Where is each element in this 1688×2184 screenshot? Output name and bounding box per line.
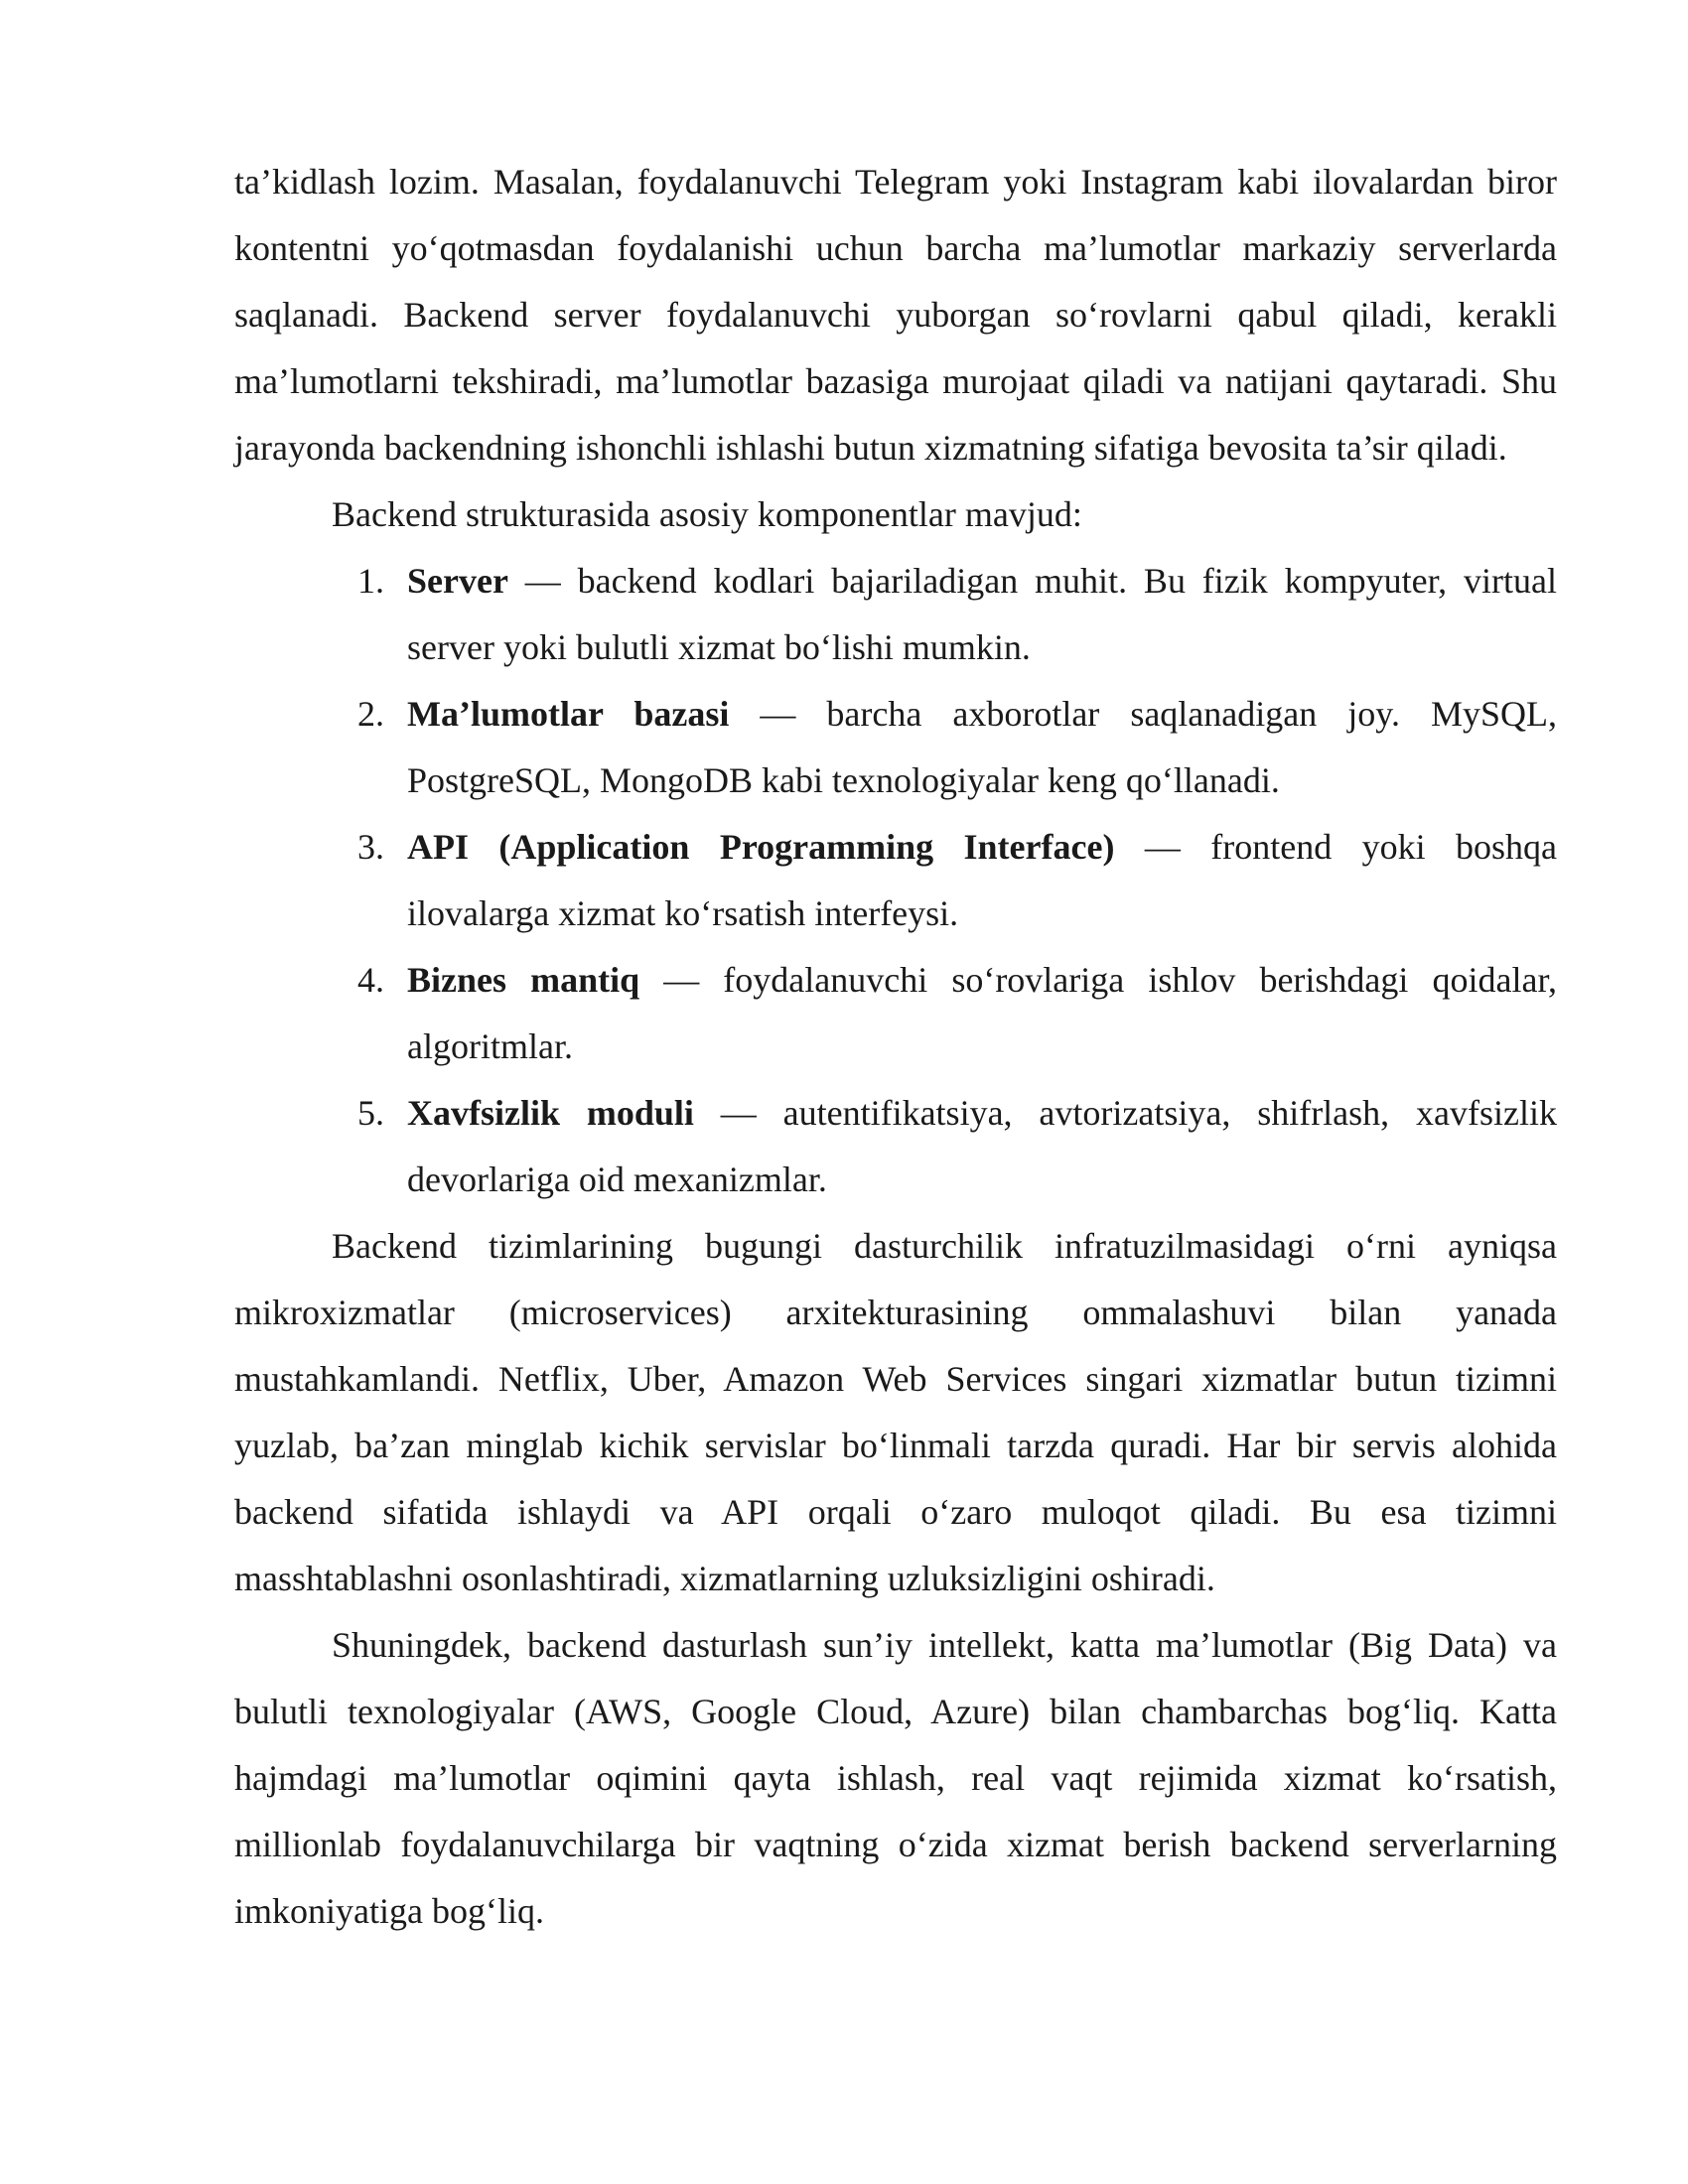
list-item-description: — barcha axborotlar saqlanadigan joy. MySQL, PostgreSQL, MongoDB kabi texnologiyalar keng qo‘llanadi.: [407, 694, 1557, 800]
paragraph-components-intro: Backend strukturasida asosiy komponentlar mavjud:: [332, 494, 1082, 534]
components-list: [234, 548, 1557, 1213]
list-item-description: — frontend yoki boshqa ilovalarga xizmat ko‘rsatish interfeysi.: [407, 827, 1557, 933]
list-item-number: 4.: [357, 960, 384, 1000]
list-item-term: Xavfsizlik moduli: [407, 1093, 694, 1133]
list-item-number: 2.: [357, 694, 384, 734]
list-item-security-module: [234, 1080, 1557, 1213]
list-item-description: — autentifikatsiya, avtorizatsiya, shifrlash, xavfsizlik devorlariga oid mexanizmlar.: [407, 1093, 1557, 1199]
list-item-number: 1.: [357, 561, 384, 601]
paragraph-intro-continuation: ta’kidlash lozim. Masalan, foydalanuvchi Telegram yoki Instagram kabi ilovalardan biror kontentni yo‘qotmasdan foydalanishi uchun barcha ma’lumotlar markaziy serverlarda saqlanadi. Backend server foydalanuvchi yuborgan so‘rovlarni qabul qiladi, kerakli ma’lumotlarni tekshiradi, ma’lumotlar bazasiga murojaat qiladi va natijani qaytaradi. Shu jarayonda backendning ishonchli ishlashi butun xizmatning sifatiga bevosita ta’sir qiladi.: [234, 162, 1557, 468]
list-item-term: Ma’lumotlar bazasi: [407, 694, 730, 734]
list-item-term: Biznes mantiq: [407, 960, 640, 1000]
list-item-database: [234, 681, 1557, 814]
list-item-number: 5.: [357, 1093, 384, 1133]
paragraph-ai-bigdata-cloud: Shuningdek, backend dasturlash sun’iy intellekt, katta ma’lumotlar (Big Data) va bulutli texnologiyalar (AWS, Google Cloud, Azure) bilan chambarchas bog‘liq. Katta hajmdagi ma’lumotlar oqimini qayta ishlash, real vaqt rejimida xizmat ko‘rsatish, millionlab foydalanuvchilarga bir vaqtning o‘zida xizmat berish backend serverlarning imkoniyatiga bog‘liq.: [234, 1625, 1557, 1931]
list-item-business-logic: [234, 947, 1557, 1080]
list-item-description: — foydalanuvchi so‘rovlariga ishlov berishdagi qoidalar, algoritmlar.: [407, 960, 1558, 1066]
list-item-term: Server: [407, 561, 508, 601]
paragraph-microservices: Backend tizimlarining bugungi dasturchilik infratuzilmasidagi o‘rni ayniqsa mikroxizmatlar (microservices) arxitekturasining ommalashuvi bilan yanada mustahkamlandi. Netflix, Uber, Amazon Web Services singari xizmatlar butun tizimni yuzlab, ba’zan minglab kichik servislar bo‘linmali tarzda quradi. Har bir servis alohida backend sifatida ishlaydi va API orqali o‘zaro muloqot qiladi. Bu esa tizimni masshtablashni osonlashtiradi, xizmatlarning uzluksizligini oshiradi.: [234, 1226, 1557, 1598]
list-item-server: [234, 548, 1557, 681]
list-item-api: [234, 814, 1557, 947]
list-item-term: API (Application Programming Interface): [407, 827, 1115, 867]
document-body: [234, 149, 1557, 1945]
list-item-number: 3.: [357, 827, 384, 867]
list-item-description: — backend kodlari bajariladigan muhit. Bu fizik kompyuter, virtual server yoki bulutli xizmat bo‘lishi mumkin.: [407, 561, 1557, 667]
